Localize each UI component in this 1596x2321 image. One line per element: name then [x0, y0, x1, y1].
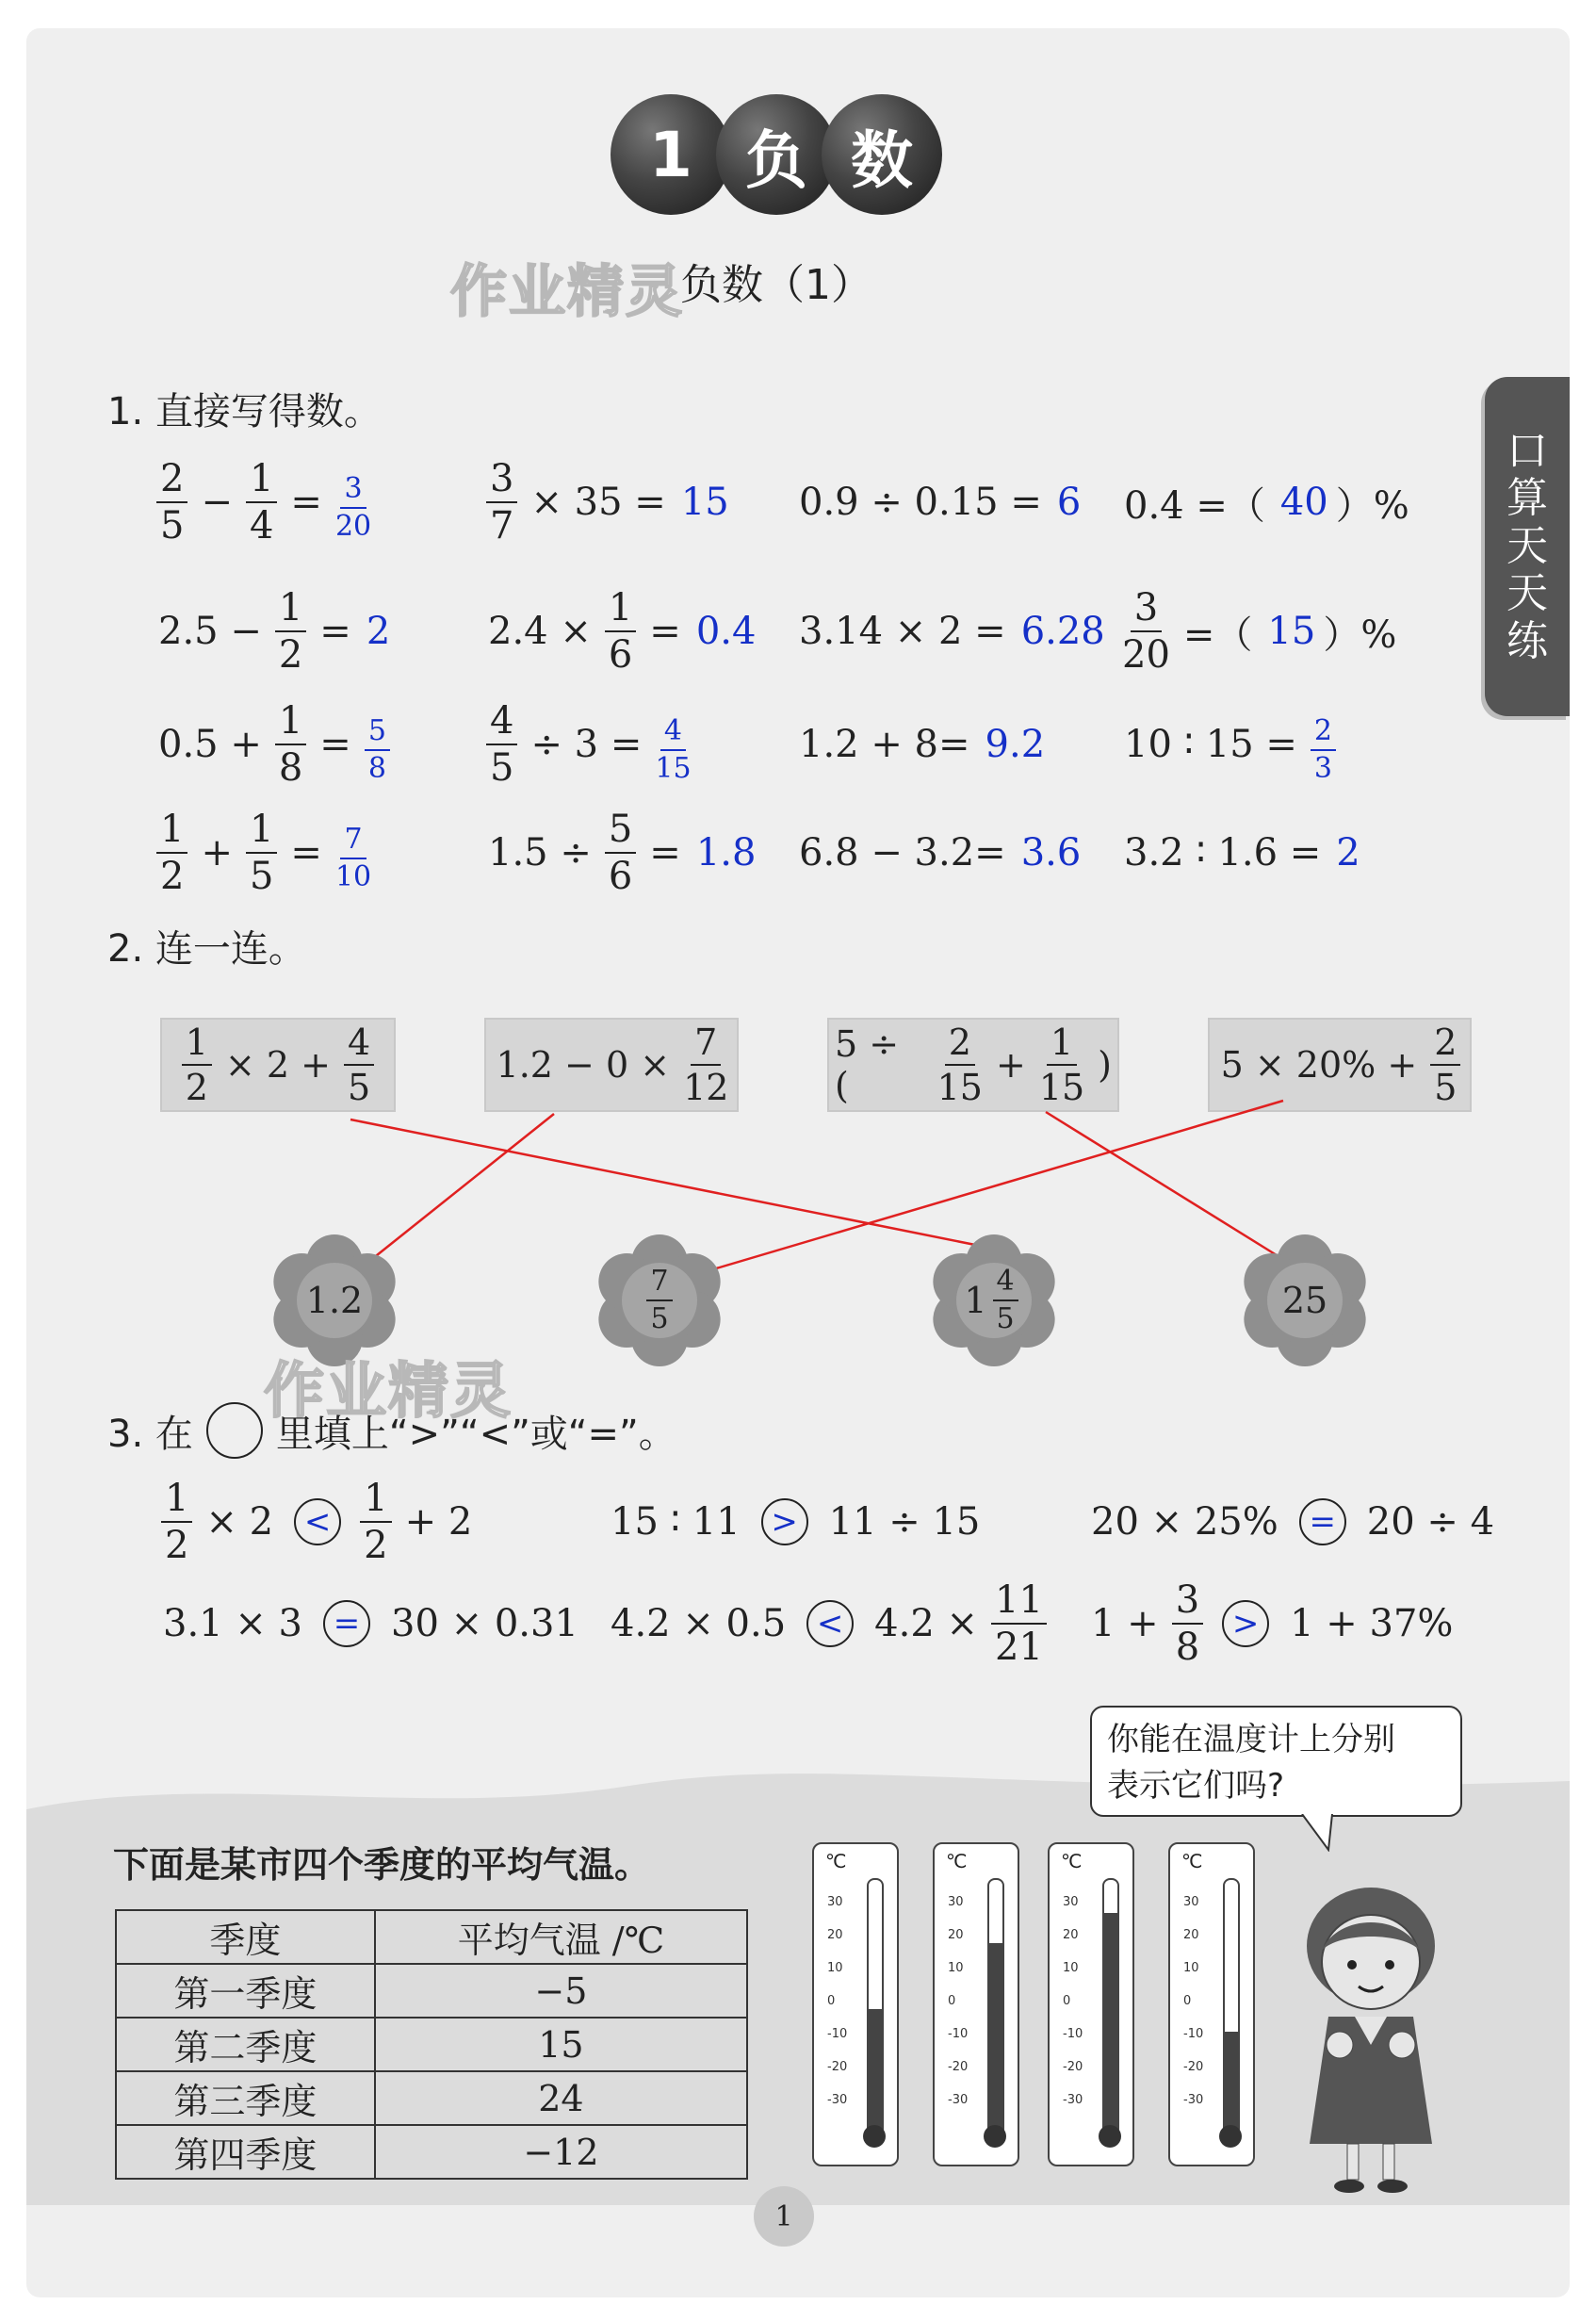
denominator: 2	[160, 855, 185, 898]
expr-text: 2.4 ×	[488, 610, 592, 653]
scale-tick: -20	[1063, 2060, 1083, 2074]
expr-text: 4.2 × 0.5	[611, 1602, 787, 1645]
table-header-row	[116, 1910, 747, 1964]
match-line	[350, 1120, 980, 1246]
numerator: 1	[182, 1024, 212, 1066]
expr-text: 0.9 ÷ 0.15 =	[799, 481, 1042, 524]
scale-tick: -20	[1183, 2060, 1204, 2074]
expr-text: + 2	[404, 1500, 473, 1544]
expr-text: 1.2	[305, 1280, 364, 1321]
numerator: 3	[1172, 1581, 1203, 1625]
numerator: 4	[344, 1024, 374, 1066]
flower-value	[603, 1244, 716, 1357]
numerator: 2	[945, 1024, 975, 1066]
expr-text: 20 ÷ 4	[1366, 1500, 1495, 1544]
tab-char: 口	[1506, 426, 1548, 475]
answer-value: 0.4	[695, 610, 757, 653]
expr-text: =（	[1182, 613, 1253, 657]
scale-tick: 10	[948, 1961, 964, 1975]
expr-text: 4.2 ×	[874, 1602, 979, 1645]
scale-tick: 30	[827, 1895, 843, 1909]
challenge-intro: 下面是某市四个季度的平均气温。	[113, 1843, 651, 1886]
scale-tick: -10	[1063, 2027, 1083, 2041]
denominator: 8	[1175, 1626, 1200, 1669]
flower-value	[1248, 1244, 1361, 1357]
table-cell: 第四季度	[116, 2125, 375, 2179]
celsius-label: ℃	[946, 1850, 968, 1872]
comparison-item	[603, 1470, 987, 1574]
answer-value: 6.28	[1020, 610, 1105, 653]
table-row	[116, 2125, 747, 2179]
expr-text: +	[995, 1044, 1026, 1086]
expr-text: 1.2 − 0 ×	[496, 1044, 671, 1086]
expr-text: 5 × 20% +	[1220, 1044, 1418, 1086]
denominator: 8	[278, 746, 303, 790]
title-char-2: 负	[716, 94, 837, 215]
numerator: 5	[365, 717, 390, 751]
numerator: 1	[360, 1479, 391, 1523]
denominator: 7	[490, 504, 514, 548]
expr-text: × 35 =	[530, 481, 666, 524]
numerator: 1	[275, 589, 306, 632]
scale-tick: 30	[1183, 1895, 1199, 1909]
whole-part: 1	[964, 1280, 987, 1321]
denominator: 5	[996, 1302, 1015, 1335]
comparison-symbol: =	[1299, 1498, 1346, 1545]
expr-text: 1.5 ÷	[488, 831, 592, 874]
denominator: 5	[490, 746, 514, 790]
match-line	[367, 1114, 554, 1263]
girl-illustration-icon	[1281, 1875, 1460, 2196]
fraction	[360, 1477, 391, 1567]
thermometer-scale	[827, 1886, 847, 2117]
denominator: 2	[185, 1067, 208, 1108]
numerator: 2	[1311, 717, 1336, 751]
scale-tick: -10	[1183, 2027, 1204, 2041]
mercury-column	[869, 2009, 882, 2133]
celsius-label: ℃	[1061, 1850, 1083, 1872]
scale-tick: 20	[948, 1928, 964, 1942]
question-2-title: 2. 连一连。	[107, 927, 306, 971]
denominator: 20	[1122, 633, 1170, 677]
suffix-text: ）%	[1335, 483, 1409, 528]
comparison-symbol: <	[806, 1600, 854, 1647]
table-cell: 15	[375, 2018, 747, 2071]
fraction	[993, 1267, 1018, 1333]
expr-text: × 2 +	[224, 1044, 331, 1086]
match-line	[1046, 1112, 1277, 1255]
expr-text: 30 × 0.31	[391, 1602, 578, 1645]
thermometer-bulb	[1219, 2125, 1242, 2148]
fraction	[646, 1267, 672, 1333]
expr-text: =	[649, 610, 681, 653]
answer-value: 6	[1056, 481, 1082, 524]
numerator: 4	[993, 1267, 1018, 1301]
expr-text: 20 × 25%	[1091, 1500, 1278, 1544]
expr-text: =	[290, 831, 322, 874]
denominator: 21	[995, 1626, 1043, 1669]
numerator: 2	[156, 460, 187, 503]
fraction	[161, 1477, 192, 1567]
numerator: 7	[691, 1024, 721, 1066]
scale-tick: -10	[827, 2027, 848, 2041]
mercury-column	[989, 1943, 1002, 2133]
expr-text: =	[649, 831, 681, 874]
answer-value: 15	[1267, 610, 1316, 653]
expr-text: 0.5 +	[158, 723, 262, 766]
denominator: 15	[655, 752, 692, 785]
table-cell: 24	[375, 2071, 747, 2125]
denominator: 10	[334, 860, 372, 893]
tab-char: 算	[1506, 474, 1548, 523]
thermometer	[812, 1842, 899, 2166]
table-cell: −12	[375, 2125, 747, 2179]
scale-tick: 0	[1183, 1994, 1192, 2008]
numerator: 1	[605, 589, 636, 632]
table-header-cell: 平均气温 /℃	[375, 1910, 747, 1964]
answer-value: 9.2	[985, 723, 1046, 766]
speech-line: 表示它们吗?	[1107, 1767, 1285, 1806]
watermark-middle: 作业精灵	[264, 1357, 513, 1427]
watermark-top: 作业精灵	[450, 259, 684, 325]
comparison-symbol: >	[1222, 1600, 1269, 1647]
mercury-column	[1225, 2032, 1238, 2132]
denominator: 4	[249, 504, 274, 548]
speech-tail	[1300, 1814, 1338, 1852]
denominator: 5	[348, 1067, 371, 1108]
thermometer-bulb	[863, 2125, 886, 2148]
denominator: 5	[1434, 1067, 1458, 1108]
denominator: 2	[278, 633, 303, 677]
denominator: 15	[936, 1067, 983, 1108]
denominator: 15	[1038, 1067, 1085, 1108]
expr-text: 11 ÷ 15	[828, 1500, 981, 1544]
denominator: 5	[650, 1302, 669, 1335]
expr-text: 1 + 37%	[1290, 1602, 1454, 1645]
scale-tick: 0	[827, 1994, 836, 2008]
comparison-item	[1083, 1572, 1460, 1675]
comparison-symbol: >	[761, 1498, 808, 1545]
denominator: 20	[334, 510, 372, 543]
celsius-label: ℃	[1181, 1850, 1203, 1872]
numerator: 1	[161, 1479, 192, 1523]
expr-text: 1 +	[1091, 1602, 1159, 1645]
numerator: 1	[1047, 1024, 1077, 1066]
scale-tick: -30	[1063, 2093, 1083, 2107]
scale-tick: -10	[948, 2027, 969, 2041]
title-char-1: 1	[611, 94, 731, 215]
numerator: 1	[246, 810, 277, 854]
numerator: 3	[340, 475, 366, 509]
scale-tick: 20	[1183, 1928, 1199, 1942]
numerator: 1	[156, 810, 187, 854]
expr-text: 10 ∶ 15 =	[1124, 723, 1297, 766]
answer-value: 3.6	[1020, 831, 1082, 874]
tab-char: 天	[1506, 521, 1548, 570]
scale-tick: 10	[827, 1961, 843, 1975]
expr-text: 5 ÷ (	[835, 1023, 900, 1106]
scale-tick: 20	[1063, 1928, 1079, 1942]
numerator: 1	[246, 460, 277, 503]
answer-value: 2	[366, 610, 391, 653]
table-cell: −5	[375, 1964, 747, 2018]
expr-text: 3.2 ∶ 1.6 =	[1124, 831, 1322, 874]
q3-title-post: 里填上“>”“<”或“=”。	[275, 1412, 676, 1456]
speech-bubble	[1090, 1706, 1462, 1817]
numerator: 4	[660, 717, 686, 751]
denominator: 6	[608, 633, 633, 677]
denominator: 5	[249, 855, 274, 898]
suffix-text: ）%	[1323, 613, 1397, 657]
scale-tick: 30	[1063, 1895, 1079, 1909]
thermometer-bulb	[1099, 2125, 1121, 2148]
comparison-item	[603, 1572, 1052, 1675]
scale-tick: -30	[948, 2093, 969, 2107]
comparison-symbol: <	[294, 1498, 341, 1545]
answer-value: 2	[1336, 831, 1360, 874]
comparison-item	[155, 1470, 480, 1574]
numerator: 4	[486, 702, 517, 745]
scale-tick: 0	[1063, 1994, 1071, 2008]
numerator: 2	[1430, 1024, 1460, 1066]
thermometer-scale	[1063, 1886, 1083, 2117]
answer-value: 15	[680, 481, 729, 524]
thermometer-scale	[948, 1886, 968, 2117]
denominator: 12	[683, 1067, 729, 1108]
thermometer	[1168, 1842, 1255, 2166]
table-cell: 第三季度	[116, 2071, 375, 2125]
expr-text: 3.1 × 3	[163, 1602, 303, 1645]
expr-text: +	[201, 831, 233, 874]
denominator: 8	[367, 752, 386, 785]
numerator: 3	[1131, 589, 1162, 632]
expr-text: −	[201, 481, 233, 524]
expr-text: 0.4 =（	[1124, 483, 1265, 528]
fraction	[991, 1578, 1047, 1669]
expr-text: 1.2 + 8=	[799, 723, 970, 766]
expr-text: =	[319, 610, 351, 653]
scale-tick: -30	[1183, 2093, 1204, 2107]
celsius-label: ℃	[825, 1850, 847, 1872]
comparison-symbol: =	[323, 1600, 370, 1647]
scale-tick: 10	[1063, 1961, 1079, 1975]
title-char-3: 数	[822, 94, 942, 215]
thermometer-scale	[1183, 1886, 1203, 2117]
denominator: 2	[165, 1524, 189, 1567]
comparison-item	[1083, 1470, 1502, 1574]
scale-tick: -30	[827, 2093, 848, 2107]
speech-line: 你能在温度计上分别	[1107, 1721, 1395, 1758]
expr-text: =	[290, 481, 322, 524]
expr-text: 6.8 − 3.2=	[799, 831, 1006, 874]
scale-tick: -20	[948, 2060, 969, 2074]
tab-char: 天	[1506, 569, 1548, 618]
answer-value: 1.8	[695, 831, 757, 874]
blank-circle-icon	[206, 1402, 263, 1459]
numerator: 3	[486, 460, 517, 503]
expr-text: 2.5 −	[158, 610, 262, 653]
flower-value	[937, 1244, 1050, 1357]
scale-tick: 10	[1183, 1961, 1199, 1975]
denominator: 2	[364, 1524, 388, 1567]
numerator: 11	[991, 1581, 1047, 1625]
page-number: 1	[754, 2186, 814, 2247]
table-row	[116, 2071, 747, 2125]
q3-title-pre: 3. 在	[107, 1412, 193, 1456]
table-row	[116, 2018, 747, 2071]
scale-tick: 30	[948, 1895, 964, 1909]
numerator: 7	[646, 1267, 672, 1301]
expr-text: 15 ∶ 11	[611, 1500, 741, 1544]
denominator: 5	[160, 504, 185, 548]
expr-text: )	[1098, 1044, 1112, 1086]
denominator: 6	[608, 855, 633, 898]
numerator: 7	[340, 825, 366, 859]
fraction	[1172, 1578, 1203, 1669]
table-header-cell: 季度	[116, 1910, 375, 1964]
scale-tick: 20	[827, 1928, 843, 1942]
mercury-column	[1104, 1913, 1117, 2132]
thermometer	[933, 1842, 1019, 2166]
numerator: 5	[605, 810, 636, 854]
comparison-item	[155, 1572, 586, 1675]
section-subtitle: 负数（1）	[680, 261, 872, 309]
question-1-title: 1. 直接写得数。	[107, 390, 382, 433]
denominator: 3	[1313, 752, 1332, 785]
scale-tick: 0	[948, 1994, 956, 2008]
numerator: 1	[275, 702, 306, 745]
question-3-title	[107, 1402, 676, 1459]
flower-value	[278, 1244, 391, 1357]
thermometer	[1048, 1842, 1134, 2166]
expr-text: ÷ 3 =	[530, 723, 643, 766]
thermometer-bulb	[984, 2125, 1006, 2148]
expr-text: × 2	[205, 1500, 274, 1544]
answer-value: 40	[1279, 481, 1328, 524]
scale-tick: -20	[827, 2060, 848, 2074]
expr-text: 25	[1281, 1280, 1328, 1321]
tab-char: 练	[1506, 616, 1548, 665]
expr-text: 3.14 × 2 =	[799, 610, 1006, 653]
table-cell: 第一季度	[116, 1964, 375, 2018]
expr-text: =	[319, 723, 351, 766]
table-row	[116, 1964, 747, 2018]
temperature-table	[115, 1909, 748, 2180]
table-cell: 第二季度	[116, 2018, 375, 2071]
